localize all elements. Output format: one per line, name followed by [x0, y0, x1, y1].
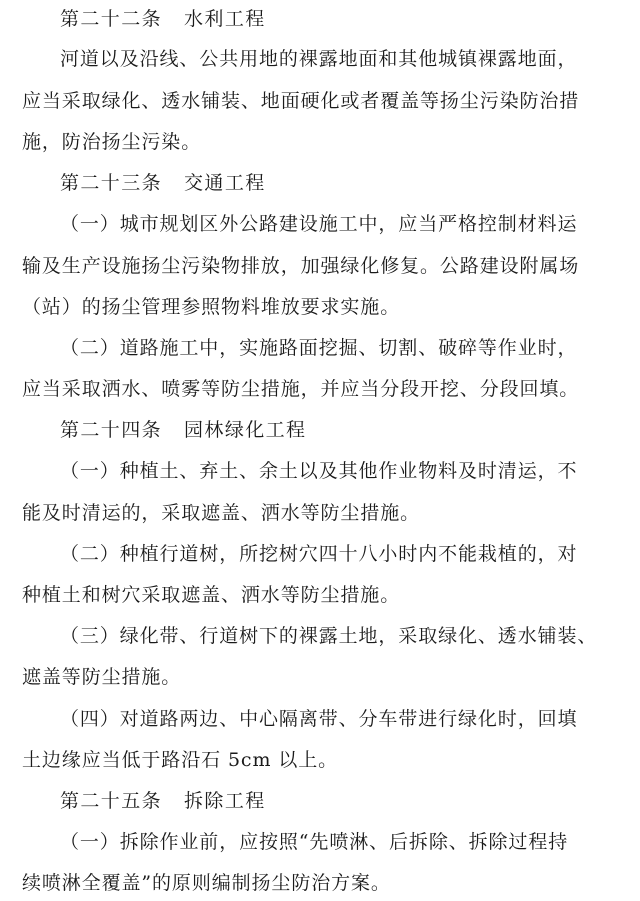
paragraph-line: 遮盖等防尘措施。	[22, 666, 182, 688]
article-25-heading	[0, 786, 640, 816]
article-23-heading	[0, 168, 640, 198]
paragraph-line: （一）种植土、弃土、余土以及其他作业物料及时清运，不	[60, 460, 578, 482]
article-number: 第二十二条	[60, 8, 163, 30]
paragraph-line: 能及时清运的，采取遮盖、洒水等防尘措施。	[22, 502, 421, 524]
paragraph-line: 施，防治扬尘污染。	[22, 131, 202, 153]
article-24-heading	[0, 415, 640, 445]
paragraph-line: （一）拆除作业前，应按照“先喷淋、后拆除、拆除过程持	[60, 831, 569, 853]
paragraph-line: （三）绿化带、行道树下的裸露土地，采取绿化、透水铺装、	[60, 625, 598, 647]
article-number: 第二十三条	[60, 172, 163, 194]
paragraph-line: 续喷淋全覆盖”的原则编制扬尘防治方案。	[22, 872, 391, 894]
paragraph-line: （二）道路施工中，实施路面挖掘、切割、破碎等作业时，	[60, 337, 578, 359]
paragraph-line: 应当采取绿化、透水铺装、地面硬化或者覆盖等扬尘污染防治措	[22, 90, 580, 112]
article-title: 水利工程	[184, 8, 266, 30]
paragraph-line: （站）的扬尘管理参照物料堆放要求实施。	[22, 296, 401, 318]
paragraph-line: 种植土和树穴采取遮盖、洒水等防尘措施。	[22, 584, 401, 606]
paragraph-line: 河道以及沿线、公共用地的裸露地面和其他城镇裸露地面，	[60, 48, 578, 70]
paragraph-line: 土边缘应当低于路沿石 5cm 以上。	[22, 749, 339, 771]
article-number: 第二十四条	[60, 419, 163, 441]
paragraph-line: （二）种植行道树，所挖树穴四十八小时内不能栽植的，对	[60, 543, 578, 565]
paragraph-line: （一）城市规划区外公路建设施工中，应当严格控制材料运	[60, 213, 578, 235]
article-title: 拆除工程	[184, 790, 266, 812]
article-title: 园林绿化工程	[184, 419, 307, 441]
article-number: 第二十五条	[60, 790, 163, 812]
paragraph-line: （四）对道路两边、中心隔离带、分车带进行绿化时，回填	[60, 708, 578, 730]
article-title: 交通工程	[184, 172, 266, 194]
article-22-heading	[0, 4, 640, 34]
paragraph-line: 输及生产设施扬尘污染物排放，加强绿化修复。公路建设附属场	[22, 255, 580, 277]
paragraph-line: 应当采取洒水、喷雾等防尘措施，并应当分段开挖、分段回填。	[22, 378, 580, 400]
